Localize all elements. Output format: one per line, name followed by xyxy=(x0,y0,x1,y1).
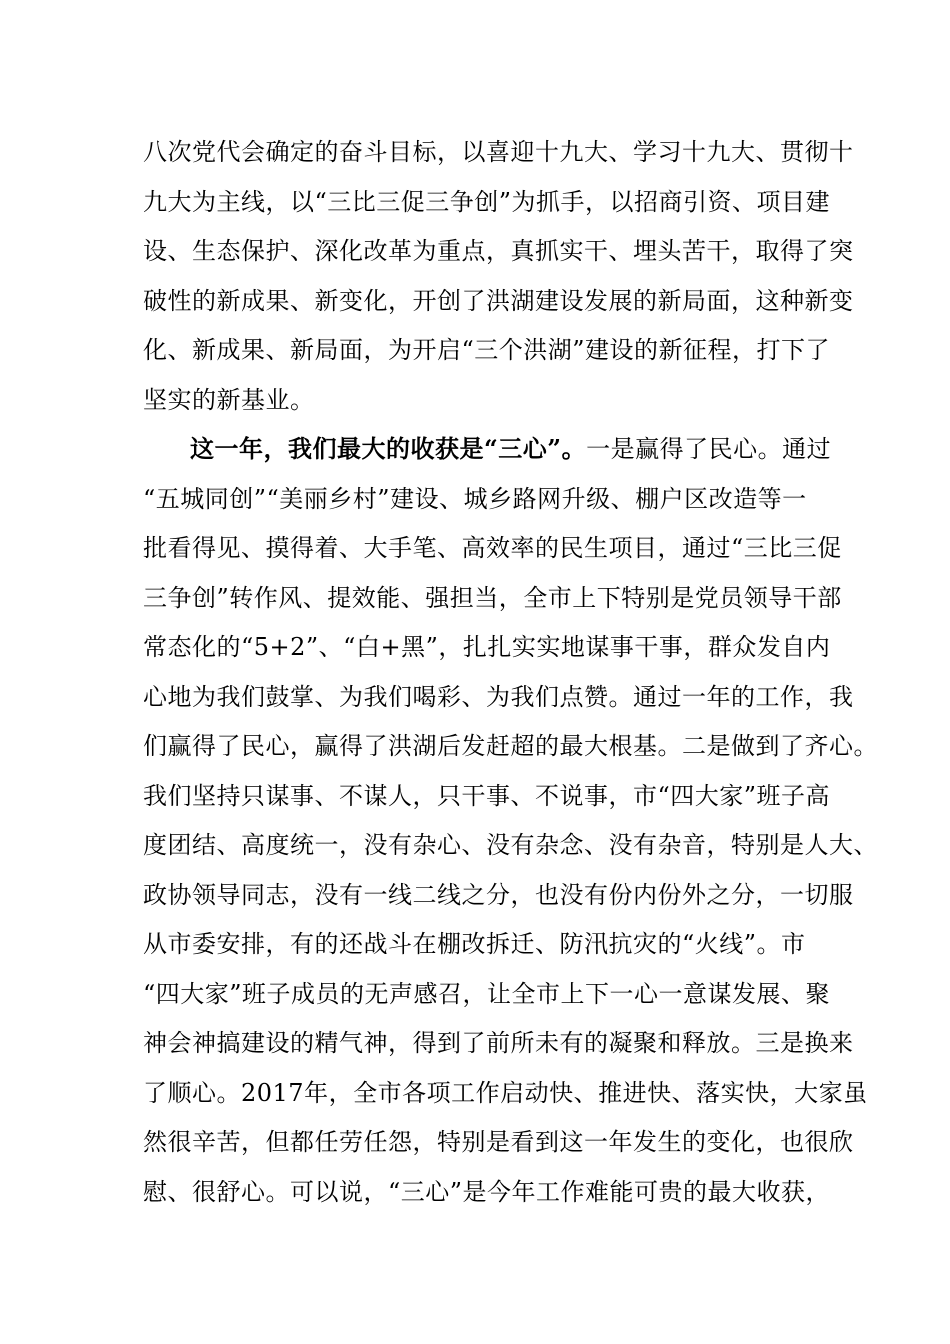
text-line: 坚实的新基业。 xyxy=(143,385,315,414)
paragraph-lead-rest: 一是赢得了民心。通过 xyxy=(586,435,832,463)
text-line: 设、生态保护、深化改革为重点，真抓实干、埋头苦干，取得了突 xyxy=(143,237,854,265)
text-line: “四大家”班子成员的无声感召，让全市上下一心一意谋发展、聚 xyxy=(143,979,831,1008)
text-line: 神会神搞建设的精气神，得到了前所未有的凝聚和释放。三是换来 xyxy=(143,1029,854,1057)
text-line: 心地为我们鼓掌、为我们喝彩、为我们点赞。通过一年的工作，我 xyxy=(143,682,854,711)
text-line: 然很辛苦，但都任劳任怨，特别是看到这一年发生的变化，也很欣 xyxy=(143,1128,854,1156)
paragraph-1 xyxy=(143,132,854,429)
text-line: 政协领导同志，没有一线二线之分，也没有份内份外之分，一切服 xyxy=(143,880,854,909)
text-line: 慰、很舒心。可以说，“三心”是今年工作难能可贵的最大收获， xyxy=(143,1177,831,1206)
text-line: 们赢得了民心，赢得了洪湖后发赶超的最大根基。二是做到了齐心。 xyxy=(143,732,878,760)
text-line: 了顺心。2017年，全市各项工作启动快、推进快、落实快，大家虽 xyxy=(143,1078,868,1107)
text-line: 从市委安排，有的还战斗在棚改拆迁、防汛抗灾的“火线”。市 xyxy=(143,930,806,958)
text-line: “五城同创”“美丽乡村”建设、城乡路网升级、棚户区改造等一 xyxy=(143,484,807,513)
text-line: 九大为主线，以“三比三促三争创”为抓手，以招商引资、项目建 xyxy=(143,187,831,216)
paragraph-2 xyxy=(143,429,878,1221)
text-line: 常态化的“5+2”、“白+黑”，扎扎实实地谋事干事，群众发自内 xyxy=(143,633,831,661)
paragraph-lead-bold: 这一年，我们最大的收获是“三心”。 xyxy=(190,434,587,463)
paragraph-2-first-line xyxy=(143,429,832,479)
text-line: 八次党代会确定的奋斗目标，以喜迎十九大、学习十九大、贯彻十 xyxy=(143,138,854,166)
text-line: 三争创”转作风、提效能、强担当，全市上下特别是党员领导干部 xyxy=(143,583,842,612)
document-body xyxy=(143,132,878,1221)
text-line: 破性的新成果、新变化，开创了洪湖建设发展的新局面，这种新变 xyxy=(143,286,854,315)
text-line: 批看得见、摸得着、大手笔、高效率的民生项目，通过“三比三促 xyxy=(143,534,842,562)
text-line: 我们坚持只谋事、不谋人，只干事、不说事，市“四大家”班子高 xyxy=(143,781,831,810)
text-line: 度团结、高度统一，没有杂心、没有杂念、没有杂音，特别是人大、 xyxy=(143,831,878,859)
text-line: 化、新成果、新局面，为开启“三个洪湖”建设的新征程，打下了 xyxy=(143,336,831,364)
